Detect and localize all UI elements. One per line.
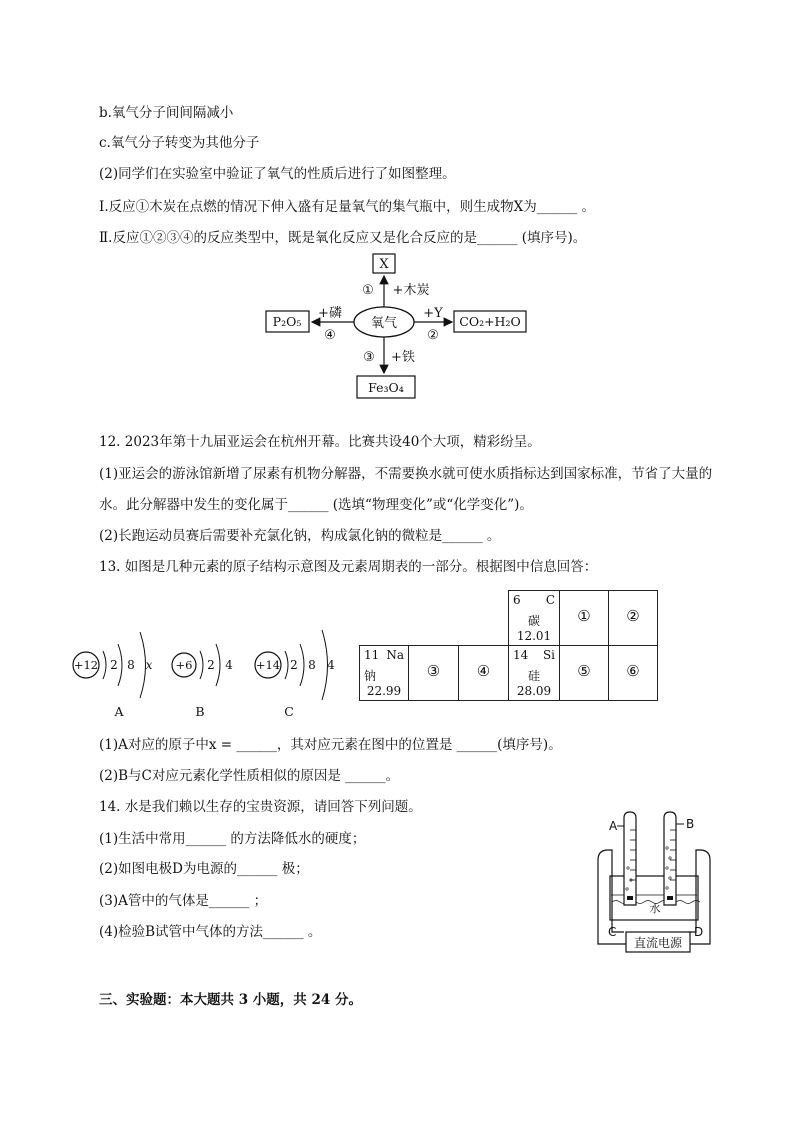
question-part-2: (2)同学们在实验室中验证了氧气的性质后进行了如图整理。 (99, 166, 456, 182)
svg-text:X: X (379, 257, 389, 272)
sub-question-ii: Ⅱ.反应①②③④的反应类型中，既是氧化反应又是化合反应的是______ (填序号)。 (99, 230, 587, 246)
svg-text:A: A (114, 704, 124, 719)
svg-text:A: A (609, 819, 618, 833)
cell-position-2: ② (608, 590, 658, 646)
svg-text:2: 2 (290, 658, 298, 672)
question-14-part-3: (3)A管中的气体是______ ； (99, 893, 268, 909)
svg-text:④: ④ (324, 328, 336, 343)
sub-question-i: Ⅰ.反应①木炭在点燃的情况下伸入盛有足量氧气的集气瓶中，则生成物X为______ 。 (99, 199, 596, 215)
oxygen-label: 氧气 (370, 316, 398, 331)
svg-text:8: 8 (308, 658, 316, 672)
cell-carbon: 6 C 碳 12.01 (508, 590, 560, 646)
question-13: 13. 如图是几种元素的原子结构示意图及元素周期表的一部分。根据图中信息回答： (99, 559, 598, 575)
question-14-part-4: (4)检验B试管中气体的方法______ 。 (99, 924, 322, 940)
question-14-part-2: (2)如图电极D为电源的______ 极； (99, 861, 309, 877)
cell-position-6: ⑥ (608, 645, 658, 701)
svg-text:C: C (284, 704, 294, 719)
question-14: 14. 水是我们赖以生存的宝贵资源，请回答下列问题。 (99, 799, 422, 815)
atomic-structure-diagrams (70, 620, 340, 730)
svg-text:+12: +12 (73, 658, 99, 672)
svg-text:①: ① (362, 283, 374, 298)
svg-text:C: C (608, 925, 617, 939)
svg-text:4: 4 (225, 658, 233, 672)
question-13-part-1: (1)A对应的原子中x = ______，其对应元素在图中的位置是 ______(填序号)。 (99, 737, 562, 753)
svg-text:+铁: +铁 (391, 350, 415, 365)
svg-text:②: ② (427, 328, 439, 343)
cell-position-4: ④ (458, 645, 509, 701)
svg-text:4: 4 (327, 658, 335, 672)
svg-text:CO₂+H₂O: CO₂+H₂O (459, 314, 521, 329)
svg-text:直流电源: 直流电源 (633, 936, 683, 950)
question-14-part-1: (1)生活中常用______ 的方法降低水的硬度； (99, 831, 366, 847)
option-b: b.氧气分子间间隔减小 (99, 105, 234, 121)
cell-position-3: ③ (408, 645, 459, 701)
question-12-part-1a: (1)亚运会的游泳馆新增了尿素有机物分解器，不需要换水就可使水质指标达到国家标准，节省了大量的 (99, 466, 713, 482)
question-13-part-2: (2)B与C对应元素化学性质相似的原因是 ______。 (99, 768, 400, 784)
cell-silicon: 14 Si 硅 28.09 (508, 645, 560, 701)
svg-text:8: 8 (127, 658, 135, 672)
svg-text:x: x (145, 658, 153, 672)
svg-text:P₂O₅: P₂O₅ (272, 314, 302, 329)
cell-position-5: ⑤ (559, 645, 609, 701)
electrolysis-apparatus (590, 808, 720, 958)
svg-text:+木炭: +木炭 (392, 283, 430, 298)
atom-c (255, 630, 335, 719)
svg-text:水: 水 (649, 902, 661, 915)
svg-text:+14: +14 (255, 658, 281, 672)
svg-text:Fe₃O₄: Fe₃O₄ (368, 380, 404, 395)
oxygen-reaction-diagram (0, 248, 794, 408)
question-12-part-1b: 水。此分解器中发生的变化属于______ (选填“物理变化”或“化学变化”)。 (99, 497, 533, 513)
svg-text:+磷: +磷 (318, 306, 342, 321)
atom-b (172, 644, 233, 719)
option-c: c.氧气分子转变为其他分子 (99, 135, 260, 151)
cell-sodium: 11 Na 钠 22.99 (359, 645, 409, 701)
svg-text:③: ③ (363, 350, 375, 365)
cell-position-1: ① (559, 590, 609, 646)
svg-text:B: B (686, 817, 695, 831)
svg-text:+Y: +Y (423, 306, 443, 321)
svg-text:2: 2 (110, 658, 118, 672)
svg-text:D: D (694, 925, 704, 939)
atom-a (73, 632, 153, 719)
question-12: 12. 2023年第十九届亚运会在杭州开幕。比赛共设40个大项，精彩纷呈。 (99, 434, 541, 450)
svg-text:2: 2 (207, 658, 215, 672)
svg-text:B: B (195, 704, 205, 719)
svg-text:+6: +6 (175, 658, 193, 672)
section-3-heading: 三、实验题：本大题共 3 小题，共 24 分。 (99, 992, 362, 1008)
question-12-part-2: (2)长跑运动员赛后需要补充氯化钠，构成氯化钠的微粒是______ 。 (99, 528, 501, 544)
